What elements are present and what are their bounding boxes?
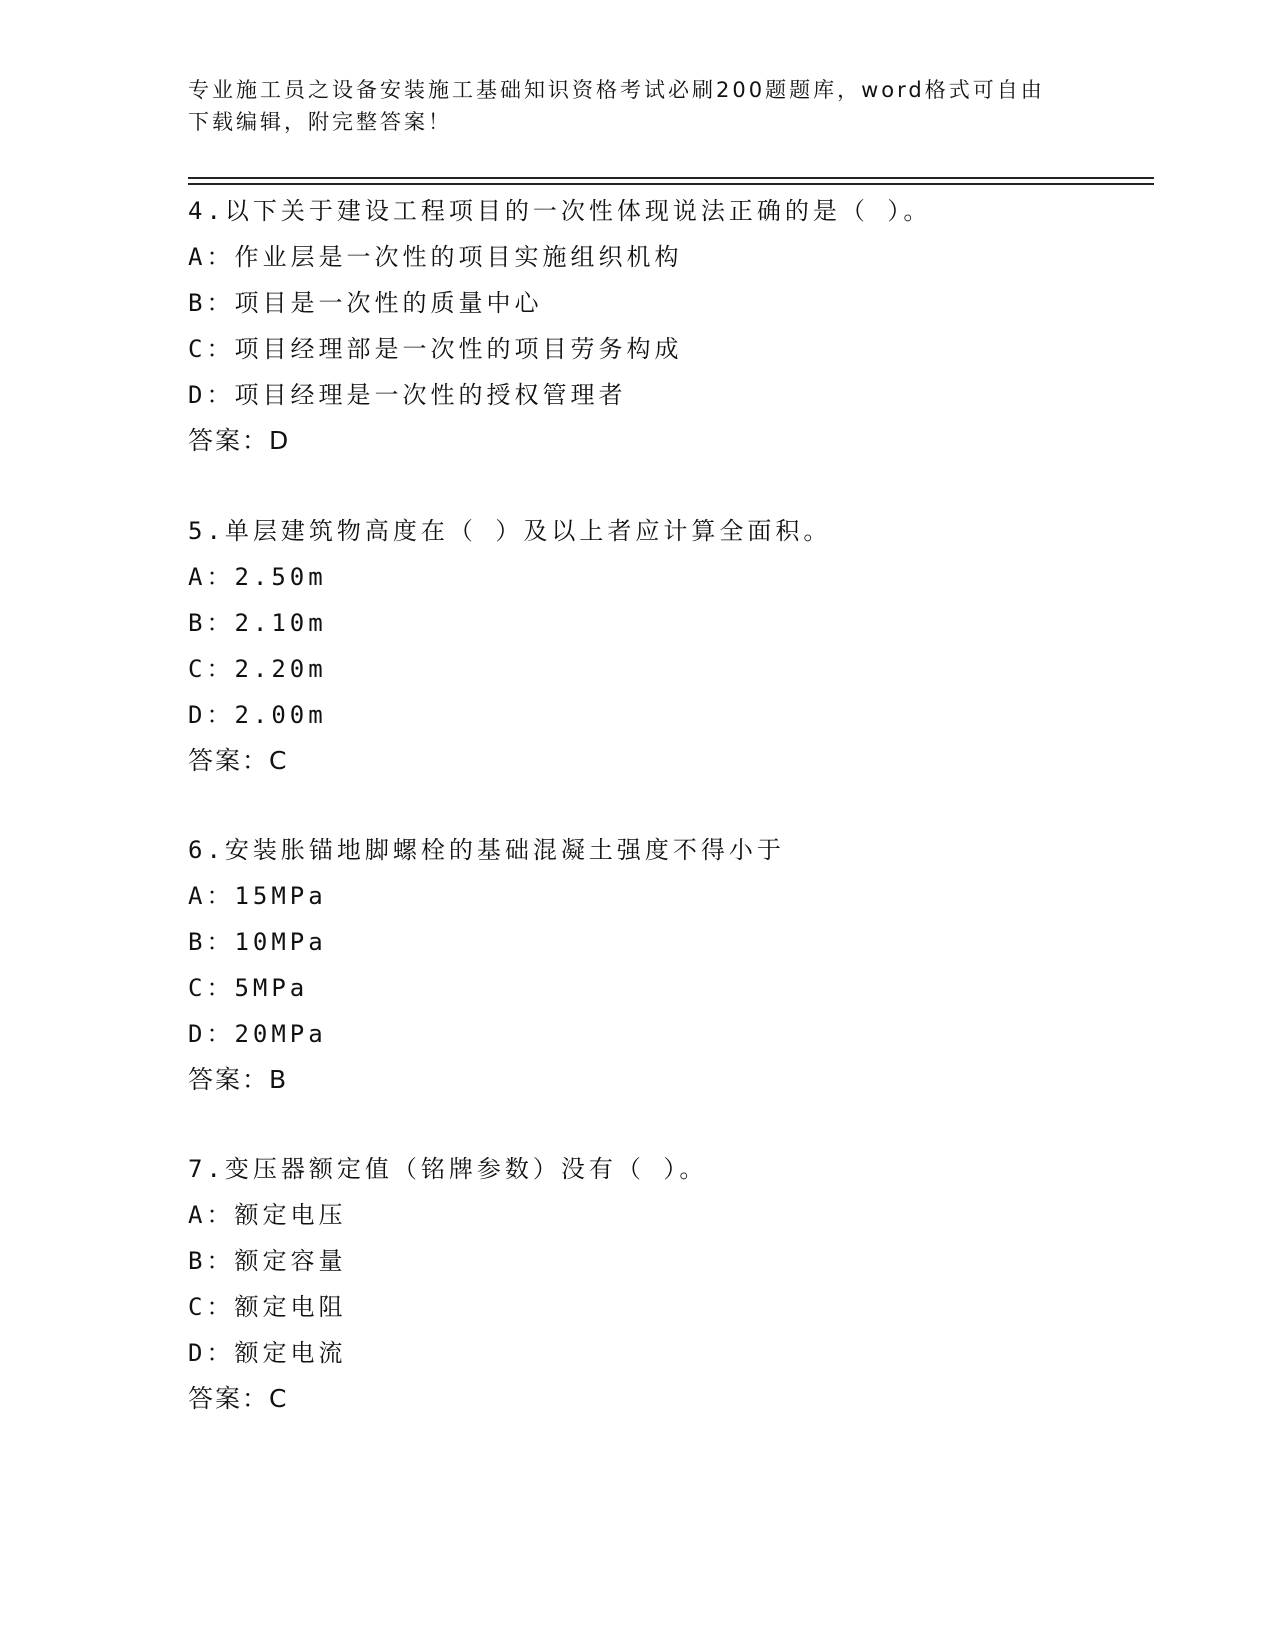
option-d: D：项目经理是一次性的授权管理者 [188, 381, 627, 409]
answer: 答案：C [188, 746, 289, 775]
question-stem: 5.单层建筑物高度在（ ）及以上者应计算全面积。 [188, 517, 832, 545]
option-b: B：10MPa [188, 928, 327, 956]
question-4 [188, 188, 1168, 464]
option-d: D：2.00m [188, 701, 327, 729]
option-d: D：额定电流 [188, 1339, 347, 1367]
answer: 答案：C [188, 1384, 289, 1413]
question-stem: 4.以下关于建设工程项目的一次性体现说法正确的是（ ）。 [188, 197, 932, 225]
question-5 [188, 508, 1168, 784]
question-stem: 7.变压器额定值（铭牌参数）没有（ ）。 [188, 1155, 708, 1183]
option-c: C：5MPa [188, 974, 309, 1002]
header-line-1: 专业施工员之设备安装施工基础知识资格考试必刷200题题库，word格式可自由 [188, 78, 1045, 102]
option-c: C：额定电阻 [188, 1293, 347, 1321]
option-b: B：项目是一次性的质量中心 [188, 289, 543, 317]
answer: 答案：D [188, 426, 291, 455]
option-b: B：2.10m [188, 609, 327, 637]
question-6 [188, 827, 1168, 1103]
option-c: C：2.20m [188, 655, 327, 683]
header-line-2: 下载编辑，附完整答案！ [188, 110, 452, 134]
header-divider-top [188, 177, 1154, 179]
option-a: A：15MPa [188, 882, 327, 910]
option-a: A：2.50m [188, 563, 327, 591]
question-7 [188, 1146, 1168, 1422]
option-c: C：项目经理部是一次性的项目劳务构成 [188, 335, 683, 363]
header-divider-bottom [188, 183, 1154, 185]
option-a: A：额定电压 [188, 1201, 347, 1229]
option-d: D：20MPa [188, 1020, 327, 1048]
answer: 答案：B [188, 1065, 289, 1094]
document-header [188, 74, 1088, 138]
option-b: B：额定容量 [188, 1247, 347, 1275]
question-stem: 6.安装胀锚地脚螺栓的基础混凝土强度不得小于 [188, 836, 785, 864]
option-a: A：作业层是一次性的项目实施组织机构 [188, 243, 683, 271]
